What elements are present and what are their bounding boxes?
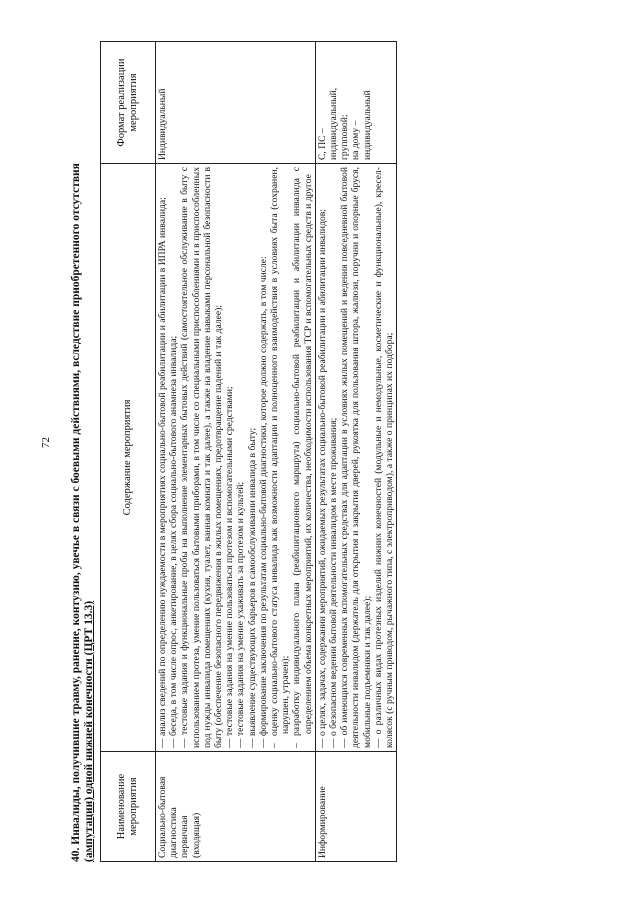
content-item: — анализ сведений по определению нуждаемости в мероприятиях социально-бытовой реабилитации и абилитации в ИПРА инвалида; <box>157 197 168 748</box>
row2-name-line: Информирование <box>316 786 328 858</box>
row2-format-cell <box>315 42 396 164</box>
row1-name-line: диагностика <box>168 807 180 858</box>
table-header-row <box>101 42 156 862</box>
format-line: индивидуальный <box>361 90 373 160</box>
content-subitem: –разработку индивидуального плана (реабилитационного маршрута) социально-бытовой реабилитации и абилитации инвалида с определением объема конкретных мероприятий, их количества, необходимости использования ТСР и вспомогательных средств и другое <box>291 167 314 748</box>
row1-content-cell <box>156 164 316 752</box>
subitem-text: оценку социально-бытового статуса инвалида как возможности адаптации и полноценного взаимодействия в условиях быта (сохранен, нарушен, утрачен); <box>269 167 292 736</box>
format-line: С, ПС – <box>316 128 328 160</box>
row2-content-cell <box>315 164 396 752</box>
content-item: — о безопасном ведении бытовой деятельности инвалидом в месте проживания; <box>328 417 340 748</box>
header-name: Наименование мероприятия <box>101 752 156 862</box>
page-number: 72 <box>40 437 52 448</box>
measures-table <box>100 41 397 862</box>
content-item: — об имеющихся современных вспомогательных средствах для адаптации в условиях жилых помещений и ведения повседневной бытовой деятельности инвалидом (держатель для открытия и закрытия дверей, рукоятка для пользования штора, жалюзи, поручни и опорные бруся, мобильные подъемники и так далее); <box>339 167 373 748</box>
header-format: Формат реализации мероприятия <box>101 42 156 164</box>
subitem-text: разработку индивидуального плана (реабилитационного маршрута) социально-бытовой реабилитации и абилитации инвалида с определением объема конкретных мероприятий, их количества, необходимости использования ТСР и вспомогательных средств и другое <box>291 167 314 736</box>
content-item: — о целях, задачах, содержании мероприятий, ожидаемых результатах социально-бытовой реабилитации и абилитации инвалидов; <box>316 209 328 748</box>
table-row <box>156 42 316 862</box>
section-heading <box>70 42 96 862</box>
row1-format-cell: Индивидуальный <box>156 42 316 164</box>
content-item: — формирование заключения по результатам социально-бытовой диагностики, которое должно содержать, в том числе: <box>257 256 269 748</box>
format-line: на дому – <box>350 120 362 160</box>
rotated-page <box>70 42 575 862</box>
heading-line-2: (ампутации) одной нижней конечности (ЦРТ 13.3) <box>83 600 95 862</box>
format-line: индивидуальный, <box>328 87 340 160</box>
row2-name-cell <box>315 752 396 862</box>
content-subitem: –оценку социально-бытового статуса инвалида как возможности адаптации и полноценного взаимодействия в условиях быта (сохранен, нарушен, утрачен); <box>269 167 292 748</box>
content-item: — тестовые задания и функциональные пробы на выполнение элементарных бытовых действий (самостоятельное обслуживание в быту с использованием протеза, умение пользоваться бытовыми приборами, в том числе со специальными приспособлениями и в приспособленных под нужды инвалида помещениях (кухня, туалет, ванная комната и так далее), а также на владение навыками персональной безопасности в быту (обеспечение безопасного передвижения в жилых помещениях, предотвращение падений и так далее); <box>179 167 225 748</box>
content-item: — беседа, в том числе опрос, анкетирование, в целях сбора социально-бытового анамнеза инвалида; <box>168 335 180 748</box>
format-line: групповой; <box>339 114 351 160</box>
content-item: — тестовые задания на умение пользоваться протезом и вспомогательными средствами; <box>224 386 236 748</box>
content-item: — о различных видах протезных изделий нижних конечностей (модульные и немодульные, косметические и функциональные), кресел-колясок (с ручным приводом, рычажного типа, с электроприводом), а также о принципах их подбора; <box>372 167 396 748</box>
header-content: Содержание мероприятия <box>101 164 156 752</box>
table-row <box>315 42 396 862</box>
content-item: — выявление существующих барьеров в самообслуживании инвалида в быту; <box>246 427 258 748</box>
heading-line-1: 40. Инвалиды, получившие травму, ранение, контузию, увечье в связи с боевыми действиями, вследствие приобретенного отсутствия <box>70 163 82 862</box>
row1-name-line: (входящая) <box>190 812 202 858</box>
row1-name-line: Социально-бытовая <box>157 776 168 858</box>
row1-name-line: первичная <box>179 815 191 858</box>
row1-name-cell <box>156 752 316 862</box>
content-item: — тестовые задания на умение ухаживать за протезом и культей; <box>235 481 247 748</box>
